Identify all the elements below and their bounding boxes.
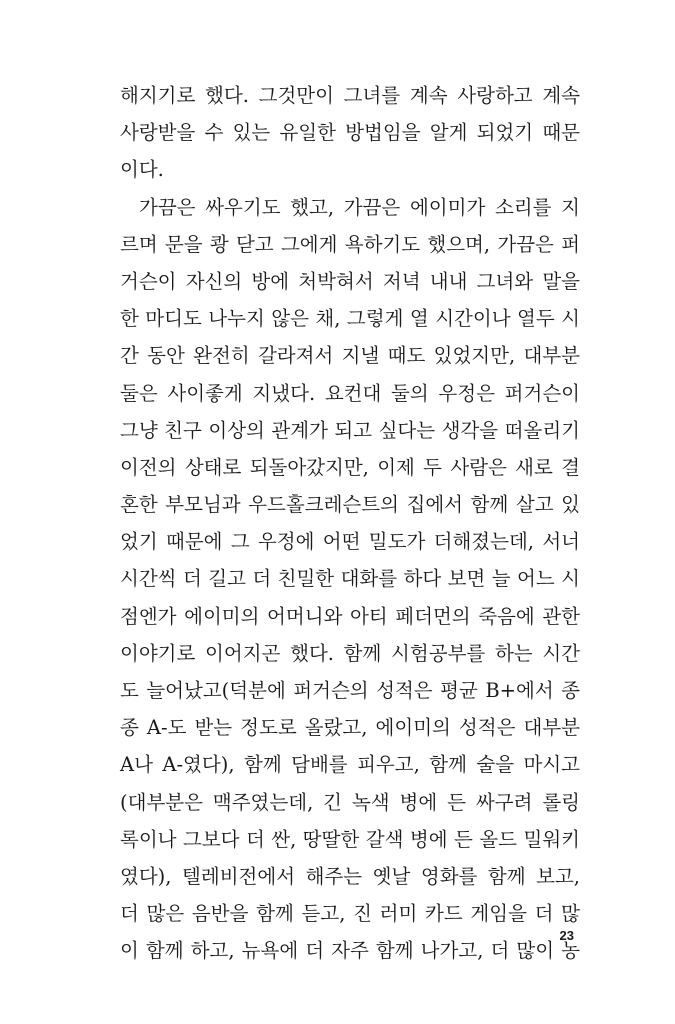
text-line: (대부분은 맥주였는데, 긴 녹색 병에 든 싸구려 롤링 [120, 790, 580, 814]
text-line: 둘은 사이좋게 지냈다. 요컨대 둘의 우정은 퍼거슨이 [120, 381, 580, 405]
page-number: 23 [559, 928, 574, 943]
text-line: 점엔가 에이미의 어머니와 아티 페더먼의 죽음에 관한 [120, 604, 580, 628]
text-line: 었기 때문에 그 우정에 어떤 밀도가 더해졌는데, 서너 [120, 530, 580, 554]
text-line: A나 A-였다), 함께 담배를 피우고, 함께 술을 마시고 [120, 753, 580, 777]
text-line: 시간씩 더 길고 더 친밀한 대화를 하다 보면 늘 어느 시 [120, 567, 580, 591]
text-line: 더 많은 음반을 함께 듣고, 진 러미 카드 게임을 더 많 [120, 902, 580, 926]
text-line: 종 A-도 받는 정도로 올랐고, 에이미의 성적은 대부분 [120, 716, 580, 740]
text-line: 이전의 상태로 되돌아갔지만, 이제 두 사람은 새로 결 [120, 455, 580, 479]
text-line: 이다. [120, 158, 164, 182]
text-line: 이야기로 이어지곤 했다. 함께 시험공부를 하는 시간 [120, 641, 580, 665]
text-line: 해지기로 했다. 그것만이 그녀를 계속 사랑하고 계속 [120, 84, 580, 107]
text-line: 그냥 친구 이상의 관계가 되고 싶다는 생각을 떠올리기 [120, 418, 580, 442]
text-line: 가끔은 싸우기도 했고, 가끔은 에이미가 소리를 지 [139, 195, 580, 219]
text-line: 간 동안 완전히 갈라져서 지낼 때도 있었지만, 대부분 [120, 344, 580, 368]
text-line: 도 늘어났고(덕분에 퍼거슨의 성적은 평균 B+에서 종 [120, 679, 580, 702]
text-line: 이 함께 하고, 뉴욕에 더 자주 함께 나가고, 더 많이 농 [120, 939, 580, 963]
text-line: 거슨이 자신의 방에 처박혀서 저녁 내내 그녀와 말을 [120, 269, 580, 293]
text-line: 혼한 부모님과 우드홀크레슨트의 집에서 함께 살고 있 [120, 493, 580, 517]
text-line: 였다), 텔레비전에서 해주는 옛날 영화를 함께 보고, [120, 864, 580, 888]
body-text [120, 77, 580, 970]
text-line: 사랑받을 수 있는 유일한 방법임을 알게 되었기 때문 [120, 121, 580, 145]
text-line: 록이나 그보다 더 싼, 땅딸한 갈색 병에 든 올드 밀워키 [120, 827, 580, 851]
text-line: 한 마디도 나누지 않은 채, 그렇게 열 시간이나 열두 시 [120, 307, 580, 331]
text-line: 르며 문을 쾅 닫고 그에게 욕하기도 했으며, 가끔은 퍼 [120, 232, 580, 256]
